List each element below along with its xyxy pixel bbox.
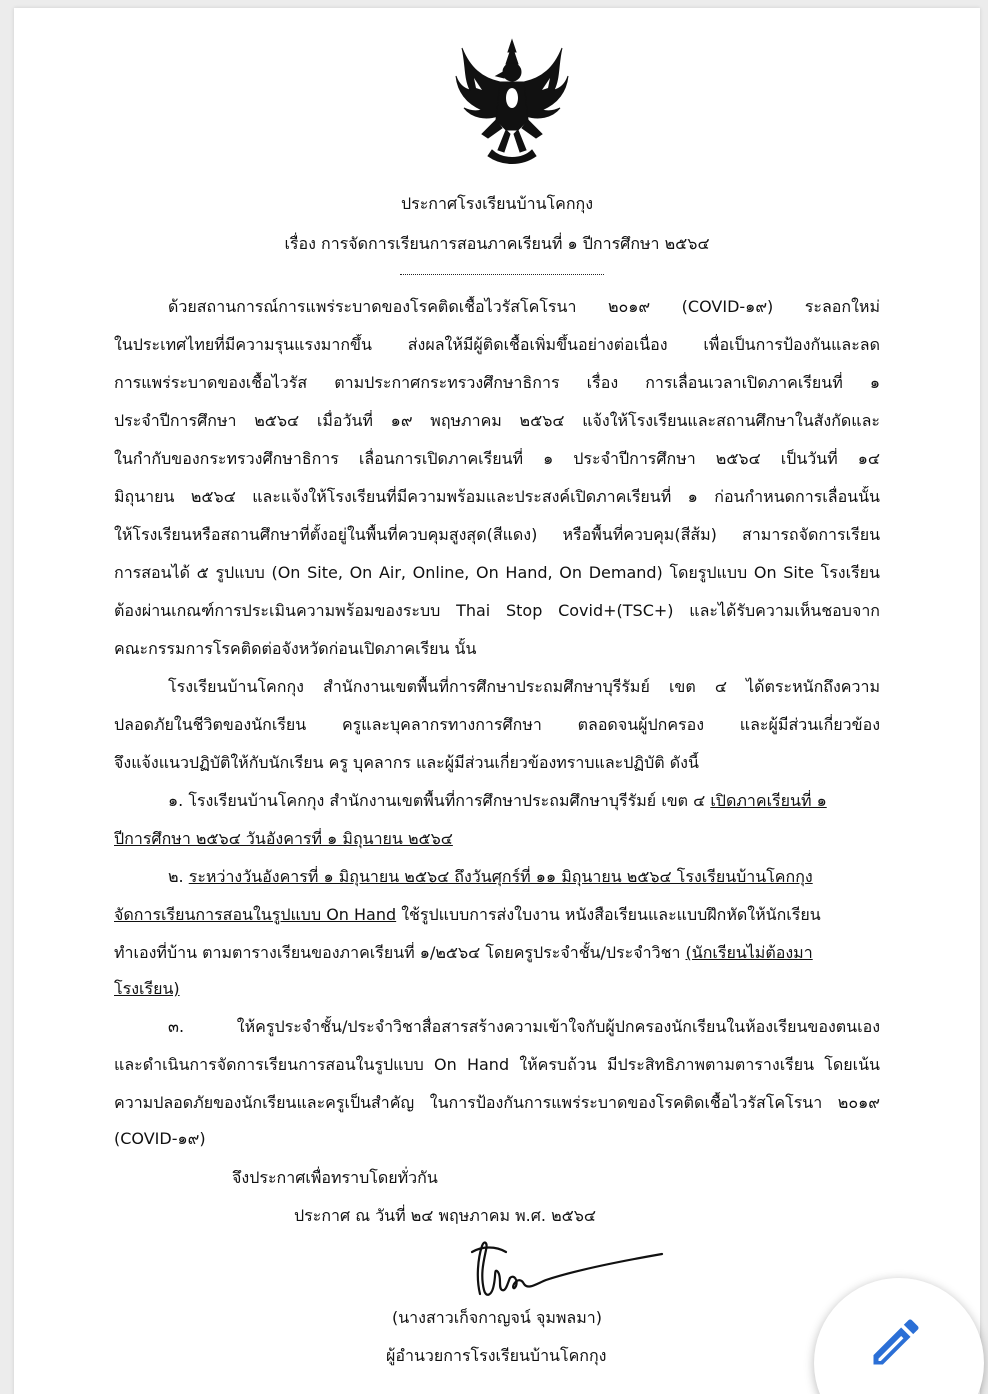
announcement-subject: เรื่อง การจัดการเรียนการสอนภาคเรียนที่ ๑ ปีการศึกษา ๒๕๖๔ bbox=[284, 234, 710, 253]
paragraph1-line: ให้โรงเรียนหรือสถานศึกษาที่ตั้งอยู่ในพื้นที่ควบคุมสูงสุด(สีแดง) หรือพื้นที่ควบคุม(สีส้ม) สามารถจัดการเรียน bbox=[114, 525, 880, 544]
item3-line: ๓. ให้ครูประจำชั้น/ประจำวิชาสื่อสารสร้างความเข้าใจกับผู้ปกครองนักเรียนในห้องเรียนของตนเอง bbox=[168, 1017, 880, 1036]
item2-line1 bbox=[168, 866, 880, 888]
paragraph1-line: ต้องผ่านเกณฑ์การประเมินความพร้อมของระบบ Thai Stop Covid+(TSC+) และได้รับความเห็นชอบจาก bbox=[114, 601, 880, 620]
item2-line2 bbox=[114, 904, 880, 926]
signer-name: (นางสาวเก็จกาญจน์ จุมพลมา) bbox=[392, 1308, 602, 1327]
item2-emphasis: (นักเรียนไม่ต้องมา bbox=[685, 943, 813, 962]
item1-line2: ปีการศึกษา ๒๕๖๔ วันอังคารที่ ๑ มิถุนายน ๒๕๖๔ bbox=[114, 829, 453, 848]
paragraph2-line: โรงเรียนบ้านโคกกุง สำนักงานเขตพื้นที่การศึกษาประถมศึกษาบุรีรัมย์ เขต ๔ ได้ตระหนักถึงความ bbox=[168, 677, 880, 696]
paragraph2-line: ปลอดภัยในชีวิตของนักเรียน ครูและบุคลากรทางการศึกษา ตลอดจนผู้ปกครอง และผู้มีส่วนเกี่ยวข้อง bbox=[114, 715, 880, 734]
pencil-edit-icon bbox=[866, 1312, 926, 1372]
paragraph1-line: การแพร่ระบาดของเชื้อไวรัส ตามประกาศกระทรวงศึกษาธิการ เรื่อง การเลื่อนเวลาเปิดภาคเรียนที่ ๑ bbox=[114, 373, 880, 392]
paragraph1-line: ในกำกับของกระทรวงศึกษาธิการ เลื่อนการเปิดภาคเรียนที่ ๑ ประจำปีการศึกษา ๒๕๖๔ เป็นวันที่ ๑๔ bbox=[114, 449, 880, 468]
item1-line1 bbox=[168, 790, 880, 812]
item1-text: ๑. โรงเรียนบ้านโคกกุง สำนักงานเขตพื้นที่การศึกษาประถมศึกษาบุรีรัมย์ เขต ๔ bbox=[168, 791, 711, 810]
paragraph1-line: คณะกรรมการโรคติดต่อจังหวัดก่อนเปิดภาคเรียน นั้น bbox=[114, 639, 477, 658]
item2-line4: โรงเรียน) bbox=[114, 979, 180, 998]
announcement-title: ประกาศโรงเรียนบ้านโคกกุง bbox=[400, 194, 594, 213]
item2-emphasis: ระหว่างวันอังคารที่ ๑ มิถุนายน ๒๕๖๔ ถึงวันศุกร์ที่ ๑๑ มิถุนายน ๒๕๖๔ โรงเรียนบ้านโคกกุง bbox=[188, 867, 813, 886]
item2-text: ใช้รูปแบบการส่งใบงาน หนังสือเรียนและแบบฝึกหัดให้นักเรียน bbox=[396, 905, 821, 924]
item1-emphasis: เปิดภาคเรียนที่ ๑ bbox=[710, 791, 827, 810]
date-line: ประกาศ ณ วันที่ ๒๔ พฤษภาคม พ.ศ. ๒๕๖๔ bbox=[294, 1206, 597, 1225]
item2-line3 bbox=[114, 942, 880, 964]
paragraph1-line: มิถุนายน ๒๕๖๔ และแจ้งให้โรงเรียนที่มีความพร้อมและประสงค์เปิดภาคเรียนที่ ๑ ก่อนกำหนดการเลื่อนนั้น bbox=[114, 487, 880, 506]
garuda-emblem-icon bbox=[452, 38, 572, 166]
item2-text: ทำเองที่บ้าน ตามตารางเรียนของภาคเรียนที่ ๑/๒๕๖๔ โดยครูประจำชั้น/ประจำวิชา bbox=[114, 943, 686, 962]
item3-line: และดำเนินการจัดการเรียนการสอนในรูปแบบ On Hand ให้ครบถ้วน มีประสิทธิภาพตามตารางเรียน โดยเน้น bbox=[114, 1055, 880, 1074]
handwritten-signature-icon bbox=[466, 1238, 676, 1308]
paragraph2-line: จึงแจ้งแนวปฏิบัติให้กับนักเรียน ครู บุคลากร และผู้มีส่วนเกี่ยวข้องทราบและปฏิบัติ ดังนี้ bbox=[114, 753, 699, 772]
title-separator bbox=[400, 274, 604, 275]
item3-line: ความปลอดภัยของนักเรียนและครูเป็นสำคัญ ในการป้องกันการแพร่ระบาดของโรคติดเชื้อไวรัสโคโรนา ๒๐๑๙ bbox=[114, 1093, 880, 1112]
item3-line: (COVID-๑๙) bbox=[114, 1129, 206, 1148]
document-page bbox=[14, 8, 980, 1394]
item2-emphasis: จัดการเรียนการสอนในรูปแบบ On Hand bbox=[114, 905, 397, 924]
paragraph1-line: การสอนได้ ๕ รูปแบบ (On Site, On Air, Online, On Hand, On Demand) โดยรูปแบบ On Site โรงเรียน bbox=[114, 563, 880, 582]
signer-position: ผู้อำนวยการโรงเรียนบ้านโคกกุง bbox=[386, 1346, 607, 1365]
item2-number: ๒. bbox=[168, 867, 189, 886]
closing-text: จึงประกาศเพื่อทราบโดยทั่วกัน bbox=[232, 1168, 438, 1187]
paragraph1-line: ในประเทศไทยที่มีความรุนแรงมากขึ้น ส่งผลให้มีผู้ติดเชื้อเพิ่มขึ้นอย่างต่อเนื่อง เพื่อเป็นการป้องกันและลด bbox=[114, 335, 880, 354]
paragraph1-line: ด้วยสถานการณ์การแพร่ระบาดของโรคติดเชื้อไวรัสโคโรนา ๒๐๑๙ (COVID-๑๙) ระลอกใหม่ bbox=[168, 297, 880, 316]
paragraph1-line: ประจำปีการศึกษา ๒๕๖๔ เมื่อวันที่ ๑๙ พฤษภาคม ๒๕๖๔ แจ้งให้โรงเรียนและสถานศึกษาในสังกัดและ bbox=[114, 411, 880, 430]
